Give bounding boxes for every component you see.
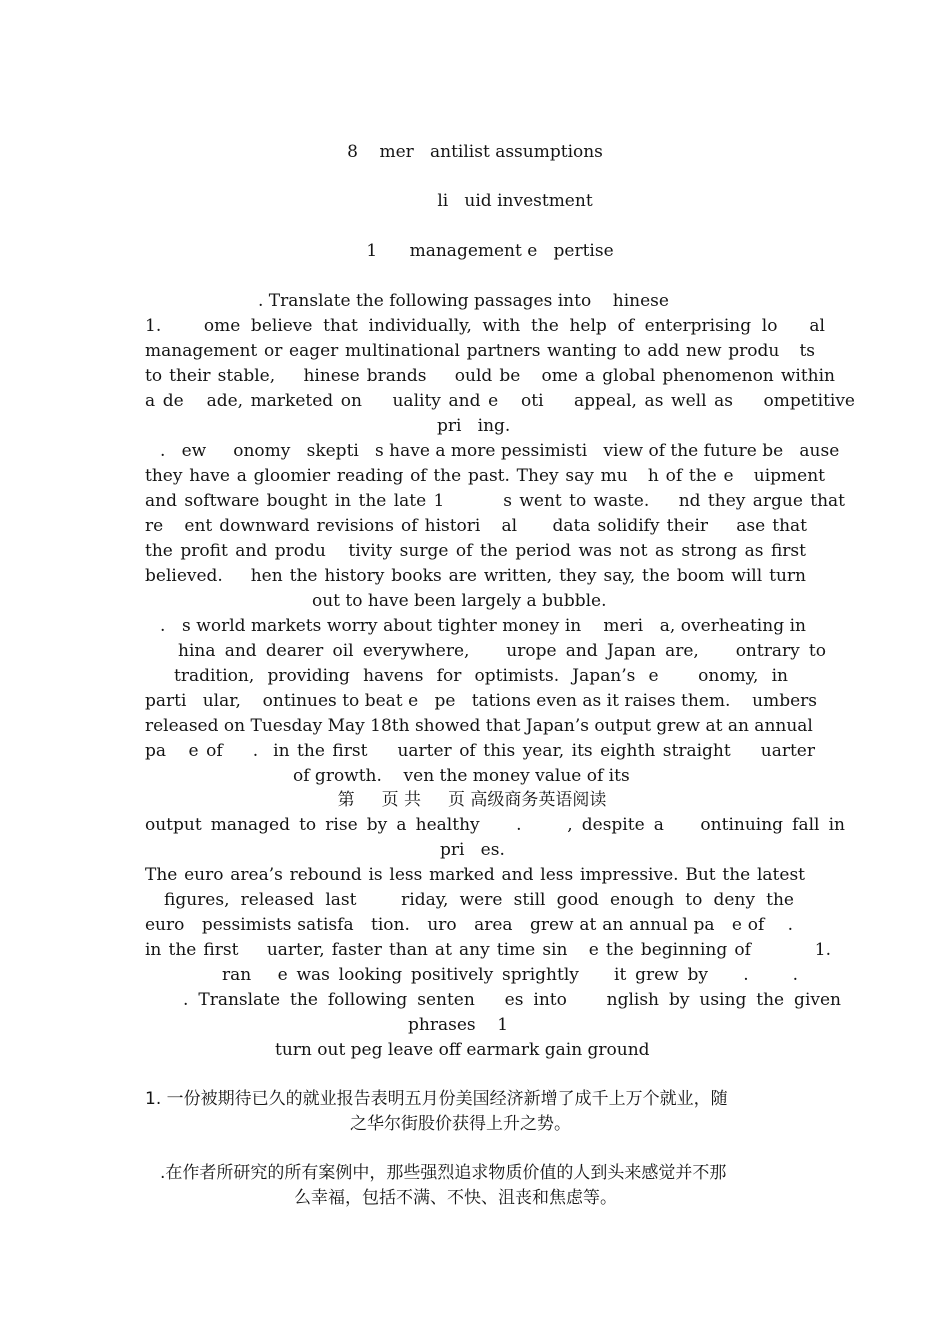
item2-line-1: .在作者所研究的所有案例中，那些强烈追求物质价值的人到头来感觉并不那 [160,1163,727,1183]
passage3-cont-line-3: The euro area’s rebound is less marked and less impressive. But the latest [145,865,805,885]
passage3-line-3: tradition, providing havens for optimists. Japan’s e onomy, in [174,666,788,686]
passage3-cont-line-4: figures, released last riday, were still good enough to deny the [164,890,794,910]
passage2-line-4: re ent downward revisions of histori al data solidify their ase that [145,516,807,536]
item1-line-1: 1. 一份被期待已久的就业报告表明五月份美国经济新增了成千上万个就业，随 [145,1089,728,1109]
header-line-2: li uid investment [437,191,593,211]
section2-heading: . Translate the following senten es into nglish by using the given [183,990,841,1010]
item2-line-2: 么幸福，包括不满、不快、沮丧和焦虑等。 [294,1188,617,1208]
passage1-line-2: management or eager multinational partners wanting to add new produ ts [145,341,815,361]
passage2-line-5: the profit and produ tivity surge of the period was not as strong as first [145,541,806,561]
passage3-line-2: hina and dearer oil everywhere, urope and Japan are, ontrary to [178,641,826,661]
passage3-line-1: . s world markets worry about tighter money in meri a, overheating in [160,616,806,636]
section1-heading: . Translate the following passages into hinese [258,291,669,311]
passage1-line-1: 1. ome believe that individually, with the help of enterprising lo al [145,316,825,336]
passage1-line-3: to their stable, hinese brands ould be ome a global phenomenon within [145,366,835,386]
passage3-cont-line-6: in the first uarter, faster than at any time sin e the beginning of 1. [145,940,831,960]
passage3-line-6: pa e of . in the first uarter of this year, its eighth straight uarter [145,741,815,761]
passage2-line-1: . ew onomy skepti s have a more pessimisti view of the future be ause [160,441,840,461]
passage3-cont-line-1: output managed to rise by a healthy . , despite a ontinuing fall in [145,815,845,835]
page-footer: 第 页 共 页 高级商务英语阅读 [337,790,607,810]
passage3-cont-line-5: euro pessimists satisfa tion. uro area grew at an annual pa e of . [145,915,793,935]
section2-heading-line-2: phrases 1 [408,1015,509,1035]
passage2-line-2: they have a gloomier reading of the past. They say mu h of the e uipment [145,466,825,486]
passage3-line-4: parti ular, ontinues to beat e pe tations even as it raises them. umbers [145,691,817,711]
phrase-list: turn out peg leave off earmark gain ground [275,1040,650,1060]
header-line-3: 1 management e pertise [366,241,614,261]
header-line-1: 8 mer antilist assumptions [347,142,603,162]
passage3-line-7: of growth. ven the money value of its [293,766,630,786]
passage2-line-6: believed. hen the history books are written, they say, the boom will turn [145,566,806,586]
item1-line-2: 之华尔街股价获得上升之势。 [350,1114,571,1134]
passage3-cont-line-7: ran e was looking positively sprightly it grew by . . [222,965,798,985]
passage3-line-5: released on Tuesday May 18th showed that Japan’s output grew at an annual [145,716,813,736]
passage1-line-4: a de ade, marketed on uality and e oti appeal, as well as ompetitive [145,391,855,411]
passage2-line-7: out to have been largely a bubble. [312,591,607,611]
passage2-line-3: and software bought in the late 1 s went to waste. nd they argue that [145,491,845,511]
passage3-cont-line-2: pri es. [440,840,505,860]
passage1-line-5: pri ing. [437,416,511,436]
